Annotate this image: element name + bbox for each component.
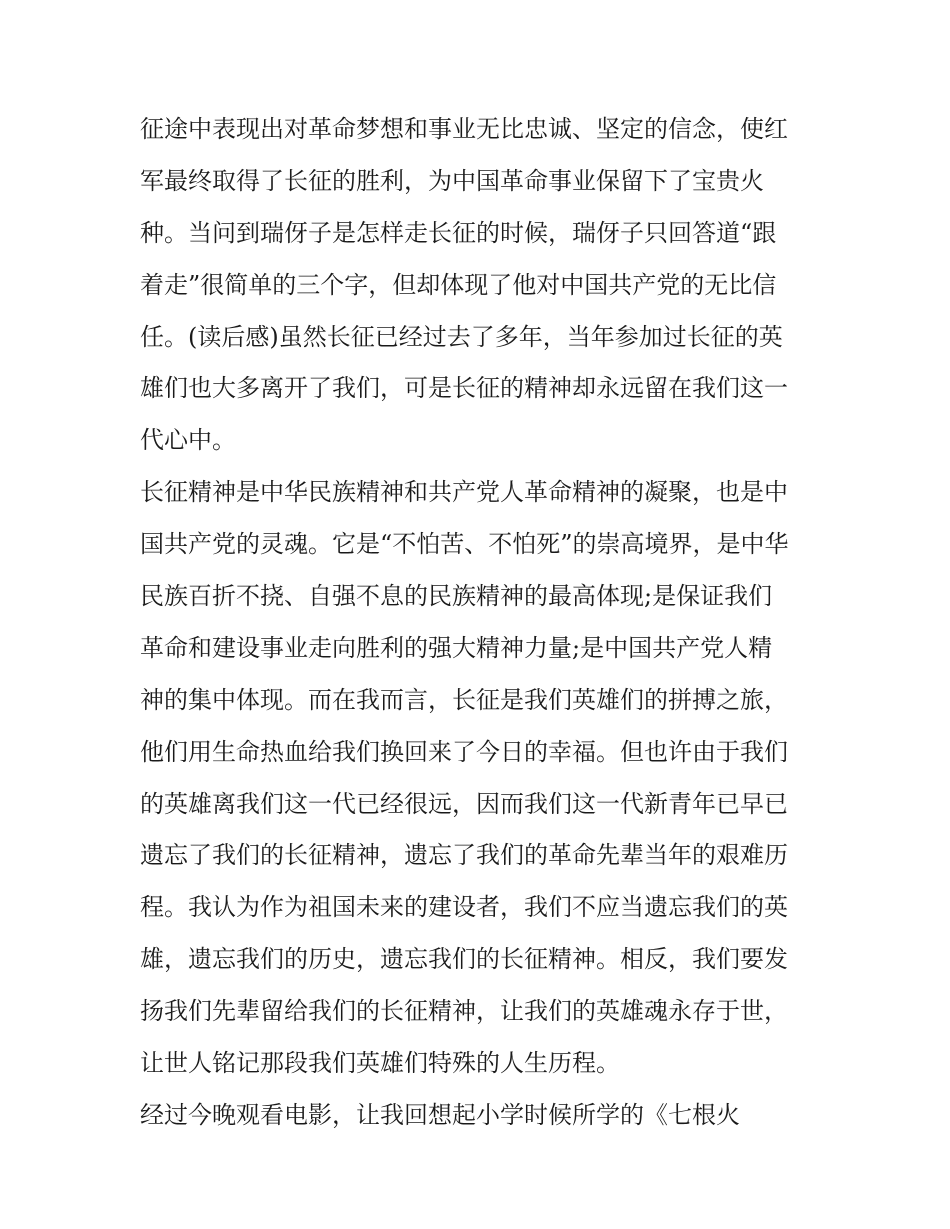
document-body (140, 104, 820, 1142)
text-line: 军最终取得了长征的胜利，为中国革命事业保留下了宝贵火 (140, 166, 764, 195)
text-line: 代心中。 (140, 426, 236, 455)
text-line: 国共产党的灵魂。它是“不怕苦、不怕死”的崇高境界，是中华 (140, 530, 789, 559)
text-line: 的英雄离我们这一代已经很远，因而我们这一代新青年已早已 (140, 789, 788, 818)
text-line: 经过今晚观看电影，让我回想起小学时候所学的《七根火 (140, 1100, 740, 1129)
text-line: 着走”很简单的三个字，但却体现了他对中国共产党的无比信 (140, 270, 777, 299)
text-line: 种。当问到瑞伢子是怎样走长征的时候，瑞伢子只回答道“跟 (140, 218, 777, 247)
text-line: 长征精神是中华民族精神和共产党人革命精神的凝聚，也是中 (140, 478, 788, 507)
text-line: 遗忘了我们的长征精神，遗忘了我们的革命先辈当年的艰难历 (140, 841, 788, 870)
text-line: 民族百折不挠、自强不息的民族精神的最高体现;是保证我们 (140, 582, 773, 611)
paragraph-2 (140, 467, 820, 1090)
text-line: 革命和建设事业走向胜利的强大精神力量;是中国共产党人精 (140, 633, 773, 662)
text-line: 扬我们先辈留给我们的长征精神，让我们的英雄魂永存于世， (140, 997, 788, 1026)
text-line: 他们用生命热血给我们换回来了今日的幸福。但也许由于我们 (140, 737, 788, 766)
text-line: 征途中表现出对革命梦想和事业无比忠诚、坚定的信念，使红 (140, 115, 788, 143)
text-line: 雄们也大多离开了我们，可是长征的精神却永远留在我们这一 (140, 374, 788, 403)
text-line: 神的集中体现。而在我而言，长征是我们英雄们的拼搏之旅， (140, 685, 788, 714)
text-line: 雄，遗忘我们的历史，遗忘我们的长征精神。相反，我们要发 (140, 945, 788, 974)
text-line: 让世人铭记那段我们英雄们特殊的人生历程。 (140, 1049, 620, 1078)
paragraph-1 (140, 104, 820, 467)
text-line: 程。我认为作为祖国未来的建设者，我们不应当遗忘我们的英 (140, 893, 788, 922)
paragraph-3 (140, 1090, 820, 1142)
text-line: 任。(读后感)虽然长征已经过去了多年，当年参加过长征的英 (140, 322, 783, 351)
